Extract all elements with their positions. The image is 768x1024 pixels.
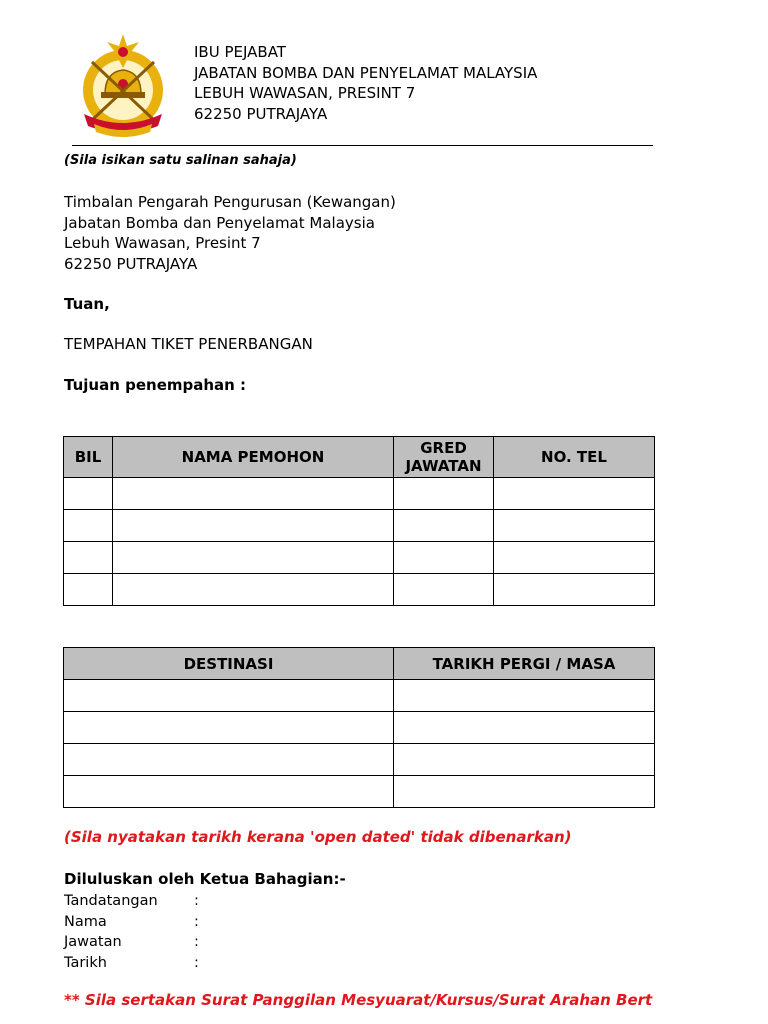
fire-department-logo (72, 32, 174, 140)
table-cell[interactable] (64, 574, 113, 606)
table-cell[interactable] (64, 776, 394, 808)
table-cell[interactable] (394, 712, 655, 744)
approval-fields (64, 891, 199, 973)
field-label: Tarikh (64, 954, 107, 971)
column-header: GRED JAWATAN (394, 437, 494, 478)
recipient-address (64, 192, 396, 274)
table-row (64, 776, 655, 808)
approval-field (64, 932, 199, 953)
table-cell[interactable] (113, 542, 394, 574)
field-label: Nama (64, 913, 107, 930)
attachment-note: ** Sila sertakan Surat Panggilan Mesyuarat/Kursus/Surat Arahan Bert (64, 991, 653, 1009)
table-cell[interactable] (494, 510, 655, 542)
table-row (64, 542, 655, 574)
table-cell[interactable] (394, 680, 655, 712)
header-line: 62250 PUTRAJAYA (194, 104, 328, 123)
table-row (64, 744, 655, 776)
column-header: BIL (64, 437, 113, 478)
field-separator: : (194, 954, 199, 971)
recipient-line: Timbalan Pengarah Pengurusan (Kewangan) (64, 193, 396, 211)
table-cell[interactable] (394, 744, 655, 776)
table-cell[interactable] (113, 510, 394, 542)
open-dated-note: (Sila nyatakan tarikh kerana 'open dated' tidak dibenarkan) (64, 828, 572, 846)
table-cell[interactable] (494, 478, 655, 510)
table-cell[interactable] (494, 542, 655, 574)
recipient-line: Lebuh Wawasan, Presint 7 (64, 234, 261, 252)
column-header: DESTINASI (64, 648, 394, 680)
applicants-table (63, 436, 655, 606)
approval-field (64, 953, 199, 974)
field-separator: : (194, 893, 199, 909)
table-cell[interactable] (64, 680, 394, 712)
table-cell[interactable] (113, 574, 394, 606)
table-row (64, 510, 655, 542)
header-divider (72, 145, 653, 146)
header-line: IBU PEJABAT (194, 43, 286, 61)
table-cell[interactable] (394, 542, 494, 574)
header-line: JABATAN BOMBA DAN PENYELAMAT MALAYSIA (194, 63, 538, 82)
column-header: NAMA PEMOHON (113, 437, 394, 478)
table-header-row (64, 437, 655, 478)
table-cell[interactable] (64, 510, 113, 542)
table-cell[interactable] (64, 542, 113, 574)
table-cell[interactable] (64, 744, 394, 776)
table-row (64, 680, 655, 712)
header-line: LEBUH WAWASAN, PRESINT 7 (194, 84, 416, 102)
table-row (64, 574, 655, 606)
field-label: Tandatangan (64, 893, 158, 909)
column-header: TARIKH PERGI / MASA (394, 648, 655, 680)
table-row (64, 478, 655, 510)
recipient-line: 62250 PUTRAJAYA (64, 254, 198, 273)
approval-field (64, 912, 199, 933)
copy-instruction: (Sila isikan satu salinan sahaja) (64, 153, 297, 168)
subject: TEMPAHAN TIKET PENERBANGAN (64, 335, 313, 353)
table-cell[interactable] (64, 712, 394, 744)
field-label: Jawatan (64, 934, 122, 950)
approval-title: Diluluskan oleh Ketua Bahagian:- (64, 870, 346, 888)
column-header: NO. TEL (494, 437, 655, 478)
table-header-row (64, 648, 655, 680)
table-cell[interactable] (494, 574, 655, 606)
office-header (194, 42, 537, 124)
table-cell[interactable] (113, 478, 394, 510)
salutation: Tuan, (64, 295, 110, 313)
table-cell[interactable] (394, 510, 494, 542)
destination-table (63, 647, 655, 808)
table-row (64, 712, 655, 744)
field-separator: : (194, 934, 199, 950)
table-cell[interactable] (64, 478, 113, 510)
table-cell[interactable] (394, 478, 494, 510)
purpose-label: Tujuan penempahan : (64, 376, 247, 394)
table-cell[interactable] (394, 574, 494, 606)
approval-field (64, 891, 199, 912)
recipient-line: Jabatan Bomba dan Penyelamat Malaysia (64, 213, 375, 232)
field-separator: : (194, 913, 199, 930)
table-cell[interactable] (394, 776, 655, 808)
